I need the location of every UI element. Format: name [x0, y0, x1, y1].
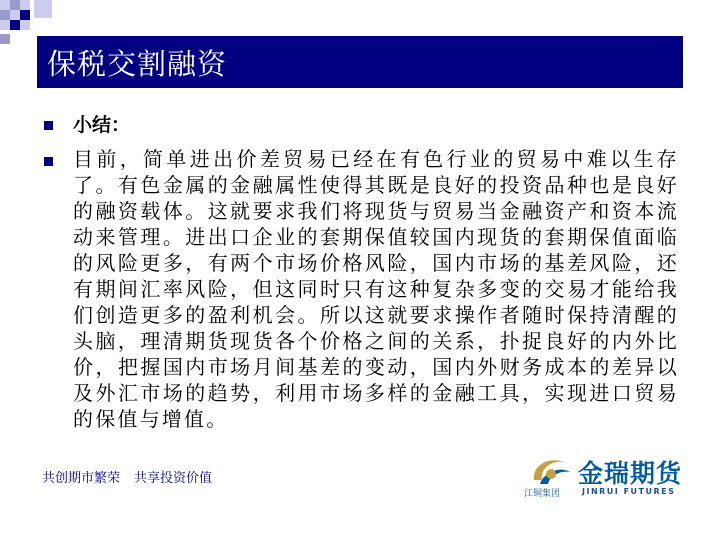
summary-bullet: [44, 110, 684, 140]
body-paragraph: 目前，简单进出价差贸易已经在有色行业的贸易中难以生存了。有色金属的金融属性使得其既是良好的投资品种也是良好的融资载体。这就要求我们将现货与贸易当金融资产和资本流动来管理。进出口企业的套期保值较国内现货的套期保值面临的风险更多，有两个市场价格风险，国内市场的基差风险，还有期间汇率风险，但这同时只有这种复杂多变的交易才能给我们创造更多的盈利机会。所以这就要求操作者随时保持清醒的头脑，理清期货现货各个价格之间的关系，扑捉良好的内外比价，把握国内市场月间基差的变动，国内外财务成本的差异以及外汇市场的趋势，利用市场多样的金融工具，实现进口贸易的保值与增值。: [73, 147, 679, 431]
slide-content: [44, 110, 684, 432]
title-bar: [37, 36, 683, 88]
bullet-square-icon: [44, 121, 53, 130]
company-logo: [524, 450, 684, 502]
logo-mark-icon: [530, 454, 572, 488]
slogan-1: 共创期市繁荣: [42, 471, 121, 486]
footer-slogan: [42, 467, 226, 486]
logo-name-cn: 金瑞期货: [578, 459, 683, 488]
page-title: 保税交割融资: [47, 46, 228, 81]
logo-name-en: JINRUI FUTURES: [582, 487, 676, 496]
summary-label: 小结：: [73, 114, 131, 136]
logo-group: 江铜集团: [524, 489, 561, 499]
bullet-square-icon: [44, 157, 53, 166]
paragraph-bullet: [44, 146, 684, 432]
slogan-2: 共享投资价值: [134, 471, 213, 486]
